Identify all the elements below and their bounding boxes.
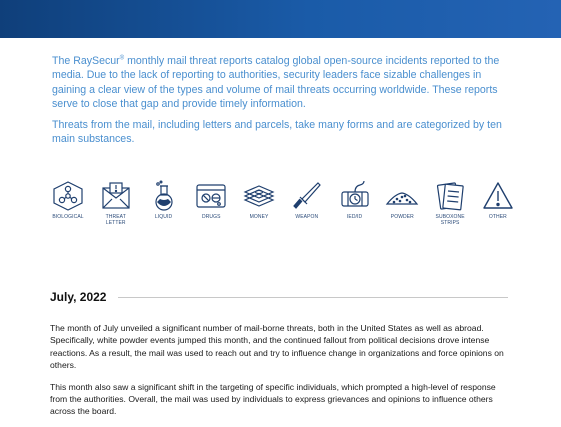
intro-paragraph-1: The RaySecur® monthly mail threat reports catalog global open-source incidents reported to the media. Due to the lack of reporting to authorities, security leaders face sizable challenges in gaining a clear view of the types and volume of mail threats occurring worldwide. These reports serve to close that gap and provide timely information.: [52, 55, 500, 111]
category-threat-letter: [96, 180, 136, 232]
category-drugs: [191, 180, 231, 232]
category-ied: [335, 180, 375, 232]
icon-label: BIOLOGICAL: [52, 214, 84, 220]
icon-label: WEAPON: [295, 214, 319, 220]
icon-label: SUBOXONE STRIPS: [435, 214, 465, 226]
drugs-icon: [194, 180, 228, 212]
header-band: [0, 0, 561, 38]
intro-section: [52, 54, 512, 152]
powder-icon: [385, 180, 419, 212]
icon-label: DRUGS: [202, 214, 221, 220]
category-powder: [382, 180, 422, 232]
report-date-heading: July, 2022: [50, 290, 107, 304]
ied-icon: [338, 180, 372, 212]
other-warning-icon: [481, 180, 515, 212]
category-weapon: [287, 180, 327, 232]
icon-label: LIQUID: [154, 214, 173, 220]
threat-letter-icon: [99, 180, 133, 212]
category-money: [239, 180, 279, 232]
icon-label: MONEY: [249, 214, 269, 220]
liquid-icon: [147, 180, 181, 212]
icon-label: IED/ID: [346, 214, 363, 220]
category-suboxone-strips: [430, 180, 470, 232]
suboxone-strips-icon: [433, 180, 467, 212]
icon-label: OTHER: [488, 214, 507, 220]
category-biological: [48, 180, 88, 232]
weapon-icon: [290, 180, 324, 212]
threat-categories-row: [48, 180, 518, 232]
icon-label: POWDER: [390, 214, 414, 220]
category-liquid: [144, 180, 184, 232]
registered-mark: ®: [119, 55, 125, 62]
biological-icon: [51, 180, 85, 212]
report-paragraph-1: The month of July unveiled a significant number of mail-borne threats, both in the United States as well as abroad. Specifically, white powder events jumped this month, and the continued fallout from political decisions drove intense reactions. As a result, the mail was used to reach out and try to influence change in organizations and force opinions on others.: [50, 323, 504, 371]
report-body: [50, 322, 510, 427]
heading-divider: [118, 297, 508, 298]
intro-paragraph-2: Threats from the mail, including letters and parcels, take many forms and are categorized by ten main substances.: [52, 118, 502, 146]
report-paragraph-2: This month also saw a significant shift in the targeting of specific individuals, which prompted a high-level of response from the authorities. Overall, the mail was used by individuals to express grievances and opinions to influence others across the board.: [50, 381, 496, 417]
category-other: [478, 180, 518, 232]
money-icon: [242, 180, 276, 212]
icon-label: THREAT LETTER: [105, 214, 126, 226]
